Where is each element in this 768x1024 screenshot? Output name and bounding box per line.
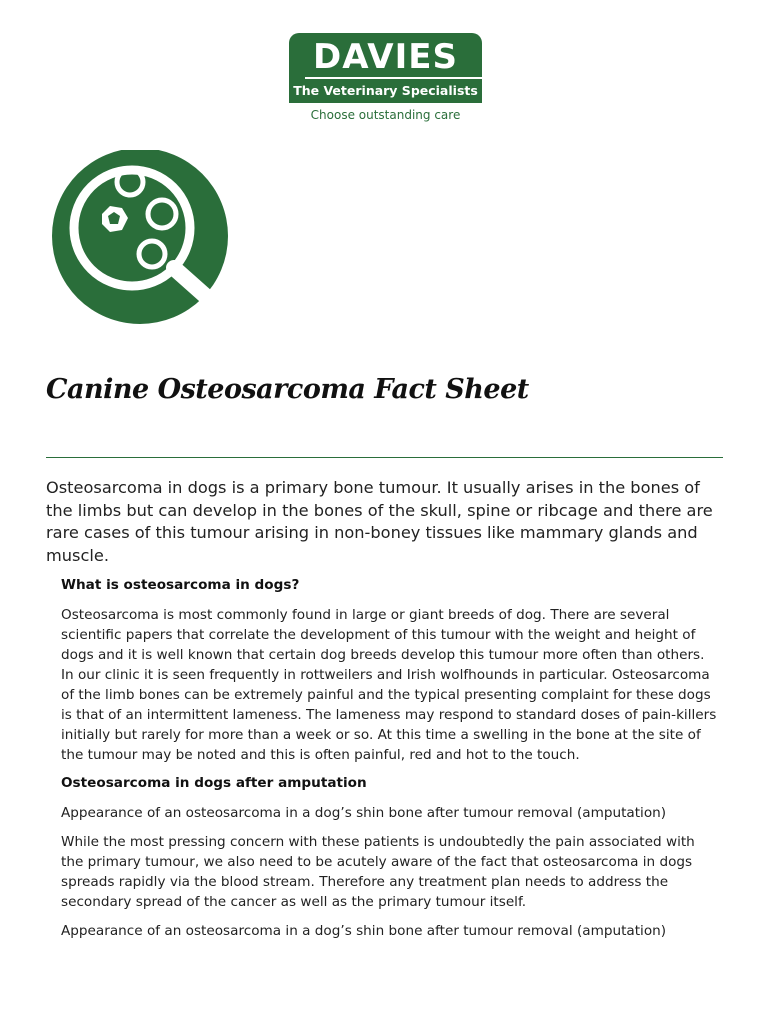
section-paragraph: While the most pressing concern with these patients is undoubtedly the pain associated with the primary tumour, we also need to be acutely aware of the fact that osteosarcoma in dogs spreads rapidly via the blood stream. Therefore any treatment plan needs to address the secondary spread of the cancer as well as the primary tumour itself.	[61, 834, 695, 910]
title-divider	[46, 457, 723, 458]
article-body	[61, 576, 721, 950]
image-caption: Appearance of an osteosarcoma in a dog’s shin bone after tumour removal (amputation)	[61, 923, 667, 939]
section-paragraph: Osteosarcoma is most commonly found in large or giant breeds of dog. There are several scientific papers that correlate the development of this tumour with the weight and height of dogs and it is well known that certain dog breeds develop this tumour more often than others. In our clinic it is seen frequently in rottweilers and Irish wolfhounds in particular. Osteosarcoma of the limb bones can be extremely painful and the typical presenting complaint for these dogs is that of an intermittent lameness. The lameness may respond to standard doses of pain-killers initially but rarely for more than a week or so. At this time a swelling in the bone at the site of the tumour may be noted and this is often painful, red and hot to the touch.	[61, 607, 717, 763]
logo-name: DAVIES	[313, 37, 458, 77]
page-title: Canine Osteosarcoma Fact Sheet	[46, 374, 529, 405]
intro-paragraph: Osteosarcoma in dogs is a primary bone tumour. It usually arises in the bones of the limbs but can develop in the bones of the skull, spine or ribcage and there are rare cases of this tumour arising in non-boney tissues like mammary glands and muscle.	[46, 478, 713, 565]
section-heading-after-amputation: Osteosarcoma in dogs after amputation	[61, 775, 367, 791]
magnifying-glass-cells-icon	[44, 150, 244, 330]
davies-logo	[289, 33, 482, 103]
logo-tagline: Choose outstanding care	[310, 108, 461, 122]
logo-subtitle: The Veterinary Specialists	[293, 83, 478, 98]
logo-divider	[305, 77, 482, 79]
section-heading-what-is: What is osteosarcoma in dogs?	[61, 577, 300, 593]
image-caption: Appearance of an osteosarcoma in a dog’s shin bone after tumour removal (amputation)	[61, 805, 667, 821]
